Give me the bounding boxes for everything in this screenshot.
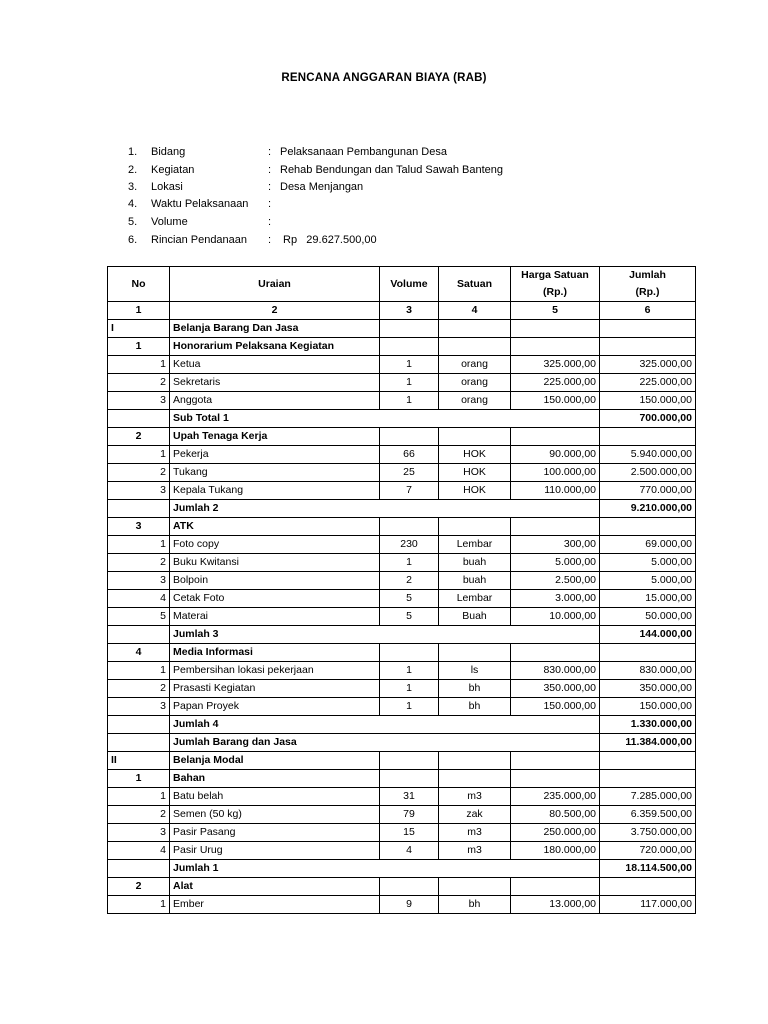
row-unit-price: 250.000,00 — [511, 824, 600, 842]
row-amount: 7.285.000,00 — [600, 788, 696, 806]
row-amount: 770.000,00 — [600, 482, 696, 500]
row-number: 3 — [108, 824, 170, 842]
row-number: 2 — [108, 428, 170, 446]
row-amount: 50.000,00 — [600, 608, 696, 626]
info-number: 4. — [128, 198, 138, 210]
row-description: Media Informasi — [170, 644, 380, 662]
row-number — [108, 500, 170, 518]
row-unit-price: 225.000,00 — [511, 374, 600, 392]
info-number: 3. — [128, 181, 138, 193]
row-volume: 25 — [380, 464, 439, 482]
table-row — [108, 464, 696, 482]
row-number: 1 — [108, 788, 170, 806]
row-unit — [439, 770, 511, 788]
row-subtotal-label: Jumlah Barang dan Jasa — [170, 734, 600, 752]
row-number: 3 — [108, 518, 170, 536]
info-value: Desa Menjangan — [280, 181, 364, 193]
column-number: 1 — [108, 302, 170, 320]
table-row — [108, 392, 696, 410]
row-volume: 1 — [380, 662, 439, 680]
row-volume: 230 — [380, 536, 439, 554]
row-unit: bh — [439, 698, 511, 716]
row-amount: 3.750.000,00 — [600, 824, 696, 842]
row-description: Pekerja — [170, 446, 380, 464]
row-amount: 325.000,00 — [600, 356, 696, 374]
row-unit-price — [511, 644, 600, 662]
row-amount: 5.940.000,00 — [600, 446, 696, 464]
table-row — [108, 608, 696, 626]
row-unit-price: 325.000,00 — [511, 356, 600, 374]
row-volume: 66 — [380, 446, 439, 464]
header-volume: Volume — [380, 267, 439, 302]
info-colon: : — [268, 181, 272, 193]
row-unit — [439, 878, 511, 896]
row-subtotal-label: Jumlah 4 — [170, 716, 600, 734]
row-unit: buah — [439, 572, 511, 590]
row-description: Pasir Pasang — [170, 824, 380, 842]
row-number: 5 — [108, 608, 170, 626]
row-number: 1 — [108, 770, 170, 788]
table-row — [108, 860, 696, 878]
row-number: II — [108, 752, 170, 770]
row-subtotal-label: Jumlah 2 — [170, 500, 600, 518]
table-row — [108, 482, 696, 500]
column-number: 3 — [380, 302, 439, 320]
table-row — [108, 896, 696, 914]
row-subtotal-amount: 144.000,00 — [600, 626, 696, 644]
row-description: Papan Proyek — [170, 698, 380, 716]
row-description: Upah Tenaga Kerja — [170, 428, 380, 446]
header-satuan: Satuan — [439, 267, 511, 302]
row-volume: 1 — [380, 554, 439, 572]
row-unit-price: 3.000,00 — [511, 590, 600, 608]
row-amount: 350.000,00 — [600, 680, 696, 698]
table-row — [108, 356, 696, 374]
row-number: 3 — [108, 392, 170, 410]
row-unit: zak — [439, 806, 511, 824]
header-uraian: Uraian — [170, 267, 380, 302]
row-number: 2 — [108, 374, 170, 392]
row-amount: 15.000,00 — [600, 590, 696, 608]
table-row — [108, 572, 696, 590]
header-harga-line2: (Rp.) — [543, 286, 567, 298]
row-volume: 1 — [380, 356, 439, 374]
table-row — [108, 824, 696, 842]
row-unit: Lembar — [439, 536, 511, 554]
info-number: 6. — [128, 234, 138, 246]
table-row — [108, 500, 696, 518]
table-row — [108, 518, 696, 536]
row-amount — [600, 338, 696, 356]
column-number-row — [108, 302, 696, 320]
row-description: Ember — [170, 896, 380, 914]
table-row — [108, 428, 696, 446]
row-amount — [600, 878, 696, 896]
row-number: 4 — [108, 842, 170, 860]
info-number: 2. — [128, 164, 138, 176]
header-harga-satuan — [511, 267, 600, 302]
row-unit-price — [511, 770, 600, 788]
row-volume — [380, 644, 439, 662]
row-number: 1 — [108, 662, 170, 680]
info-value: Rehab Bendungan dan Talud Sawah Banteng — [280, 164, 504, 176]
row-amount: 5.000,00 — [600, 572, 696, 590]
row-unit — [439, 320, 511, 338]
column-number: 6 — [600, 302, 696, 320]
row-number: 3 — [108, 572, 170, 590]
row-number: 4 — [108, 644, 170, 662]
row-volume — [380, 518, 439, 536]
row-subtotal-amount: 11.384.000,00 — [600, 734, 696, 752]
row-unit-price — [511, 518, 600, 536]
row-number: 2 — [108, 680, 170, 698]
table-row — [108, 842, 696, 860]
row-amount: 150.000,00 — [600, 698, 696, 716]
row-amount — [600, 428, 696, 446]
row-volume: 31 — [380, 788, 439, 806]
table-row — [108, 878, 696, 896]
row-subtotal-amount: 700.000,00 — [600, 410, 696, 428]
row-unit — [439, 428, 511, 446]
row-unit-price — [511, 320, 600, 338]
row-description: Belanja Barang Dan Jasa — [170, 320, 380, 338]
table-row — [108, 788, 696, 806]
row-number: 3 — [108, 482, 170, 500]
row-amount — [600, 770, 696, 788]
row-description: Honorarium Pelaksana Kegiatan — [170, 338, 380, 356]
info-colon: : — [268, 198, 272, 210]
table-row — [108, 734, 696, 752]
row-amount: 830.000,00 — [600, 662, 696, 680]
info-label: Bidang — [151, 146, 186, 158]
row-unit-price — [511, 338, 600, 356]
row-volume: 1 — [380, 680, 439, 698]
table-row — [108, 716, 696, 734]
row-volume: 7 — [380, 482, 439, 500]
column-number: 4 — [439, 302, 511, 320]
row-number: 2 — [108, 806, 170, 824]
row-number — [108, 626, 170, 644]
row-unit-price — [511, 752, 600, 770]
row-amount: 6.359.500,00 — [600, 806, 696, 824]
row-volume — [380, 770, 439, 788]
row-number — [108, 410, 170, 428]
row-unit-price — [511, 428, 600, 446]
table-row — [108, 554, 696, 572]
row-amount — [600, 752, 696, 770]
table-row — [108, 446, 696, 464]
row-volume: 79 — [380, 806, 439, 824]
table-row — [108, 320, 696, 338]
row-description: Anggota — [170, 392, 380, 410]
row-amount — [600, 320, 696, 338]
row-volume — [380, 428, 439, 446]
row-unit-price: 235.000,00 — [511, 788, 600, 806]
header-jumlah — [600, 267, 696, 302]
info-colon: : — [268, 216, 272, 228]
info-label: Lokasi — [151, 181, 183, 193]
row-description: Tukang — [170, 464, 380, 482]
table-header-row — [108, 267, 696, 302]
row-unit: Buah — [439, 608, 511, 626]
row-description: Pasir Urug — [170, 842, 380, 860]
row-unit: m3 — [439, 842, 511, 860]
row-description: ATK — [170, 518, 380, 536]
table-body — [108, 320, 696, 914]
table-row — [108, 770, 696, 788]
row-description: Kepala Tukang — [170, 482, 380, 500]
row-subtotal-label: Sub Total 1 — [170, 410, 600, 428]
row-description: Pembersihan lokasi pekerjaan — [170, 662, 380, 680]
row-number: I — [108, 320, 170, 338]
row-unit — [439, 644, 511, 662]
info-number: 1. — [128, 146, 138, 158]
row-amount: 69.000,00 — [600, 536, 696, 554]
info-label: Rincian Pendanaan — [151, 234, 248, 246]
row-unit: HOK — [439, 464, 511, 482]
row-number — [108, 716, 170, 734]
document-title: RENCANA ANGGARAN BIAYA (RAB) — [281, 72, 487, 84]
row-unit-price — [511, 878, 600, 896]
row-amount: 5.000,00 — [600, 554, 696, 572]
row-number: 2 — [108, 878, 170, 896]
row-unit: orang — [439, 392, 511, 410]
table-row — [108, 626, 696, 644]
row-subtotal-amount: 18.114.500,00 — [600, 860, 696, 878]
row-number: 1 — [108, 356, 170, 374]
row-amount — [600, 644, 696, 662]
row-description: Materai — [170, 608, 380, 626]
row-amount — [600, 518, 696, 536]
row-volume: 1 — [380, 698, 439, 716]
row-unit-price: 5.000,00 — [511, 554, 600, 572]
row-subtotal-amount: 1.330.000,00 — [600, 716, 696, 734]
row-description: Batu belah — [170, 788, 380, 806]
row-description: Cetak Foto — [170, 590, 380, 608]
row-unit: m3 — [439, 824, 511, 842]
row-volume — [380, 338, 439, 356]
row-unit: buah — [439, 554, 511, 572]
row-unit: orang — [439, 356, 511, 374]
column-number: 5 — [511, 302, 600, 320]
row-volume: 5 — [380, 590, 439, 608]
row-subtotal-label: Jumlah 1 — [170, 860, 600, 878]
row-number: 2 — [108, 554, 170, 572]
info-value: Rp 29.627.500,00 — [280, 234, 377, 246]
row-description: Bolpoin — [170, 572, 380, 590]
info-label: Waktu Pelaksanaan — [151, 198, 249, 210]
row-number: 1 — [108, 896, 170, 914]
row-volume: 15 — [380, 824, 439, 842]
info-colon: : — [268, 146, 272, 158]
table-row — [108, 806, 696, 824]
header-jumlah-line2: (Rp.) — [635, 286, 660, 298]
row-unit-price: 830.000,00 — [511, 662, 600, 680]
header-jumlah-line1: Jumlah — [629, 269, 666, 281]
row-description: Semen (50 kg) — [170, 806, 380, 824]
row-unit-price: 100.000,00 — [511, 464, 600, 482]
budget-table — [107, 266, 696, 914]
row-description: Buku Kwitansi — [170, 554, 380, 572]
row-unit — [439, 518, 511, 536]
row-unit: orang — [439, 374, 511, 392]
row-unit-price: 10.000,00 — [511, 608, 600, 626]
info-colon: : — [268, 164, 272, 176]
row-unit: ls — [439, 662, 511, 680]
row-unit-price: 2.500,00 — [511, 572, 600, 590]
row-volume: 5 — [380, 608, 439, 626]
row-unit-price: 180.000,00 — [511, 842, 600, 860]
table-row — [108, 536, 696, 554]
row-number: 4 — [108, 590, 170, 608]
row-volume: 1 — [380, 374, 439, 392]
row-unit-price: 13.000,00 — [511, 896, 600, 914]
header-no: No — [108, 267, 170, 302]
row-amount: 117.000,00 — [600, 896, 696, 914]
row-unit: m3 — [439, 788, 511, 806]
info-label: Kegiatan — [151, 164, 195, 176]
row-unit-price: 150.000,00 — [511, 392, 600, 410]
row-amount: 720.000,00 — [600, 842, 696, 860]
row-number: 3 — [108, 698, 170, 716]
row-volume: 1 — [380, 392, 439, 410]
row-number: 1 — [108, 338, 170, 356]
row-description: Alat — [170, 878, 380, 896]
row-description: Sekretaris — [170, 374, 380, 392]
row-volume: 2 — [380, 572, 439, 590]
row-unit-price: 350.000,00 — [511, 680, 600, 698]
row-volume — [380, 320, 439, 338]
table-row — [108, 374, 696, 392]
table-row — [108, 590, 696, 608]
table-row — [108, 338, 696, 356]
info-colon: : — [268, 234, 272, 246]
row-description: Belanja Modal — [170, 752, 380, 770]
row-volume — [380, 878, 439, 896]
row-volume: 4 — [380, 842, 439, 860]
row-unit-price: 110.000,00 — [511, 482, 600, 500]
info-label: Volume — [151, 216, 188, 228]
row-description: Bahan — [170, 770, 380, 788]
row-unit-price: 150.000,00 — [511, 698, 600, 716]
row-number — [108, 860, 170, 878]
row-unit-price: 300,00 — [511, 536, 600, 554]
row-amount: 150.000,00 — [600, 392, 696, 410]
column-number: 2 — [170, 302, 380, 320]
row-unit-price: 80.500,00 — [511, 806, 600, 824]
row-unit: bh — [439, 896, 511, 914]
row-volume: 9 — [380, 896, 439, 914]
row-amount: 2.500.000,00 — [600, 464, 696, 482]
row-unit: Lembar — [439, 590, 511, 608]
row-subtotal-label: Jumlah 3 — [170, 626, 600, 644]
row-unit — [439, 338, 511, 356]
row-amount: 225.000,00 — [600, 374, 696, 392]
row-description: Foto copy — [170, 536, 380, 554]
row-subtotal-amount: 9.210.000,00 — [600, 500, 696, 518]
row-unit: bh — [439, 680, 511, 698]
row-volume — [380, 752, 439, 770]
table-row — [108, 662, 696, 680]
row-description: Prasasti Kegiatan — [170, 680, 380, 698]
row-number — [108, 734, 170, 752]
table-row — [108, 752, 696, 770]
row-number: 1 — [108, 446, 170, 464]
table-row — [108, 644, 696, 662]
info-number: 5. — [128, 216, 138, 228]
row-unit — [439, 752, 511, 770]
table-row — [108, 410, 696, 428]
row-number: 1 — [108, 536, 170, 554]
row-unit: HOK — [439, 482, 511, 500]
row-description: Ketua — [170, 356, 380, 374]
header-harga-line1: Harga Satuan — [521, 269, 589, 281]
row-number: 2 — [108, 464, 170, 482]
table-row — [108, 698, 696, 716]
row-unit: HOK — [439, 446, 511, 464]
info-value: Pelaksanaan Pembangunan Desa — [280, 146, 447, 158]
table-row — [108, 680, 696, 698]
row-unit-price: 90.000,00 — [511, 446, 600, 464]
